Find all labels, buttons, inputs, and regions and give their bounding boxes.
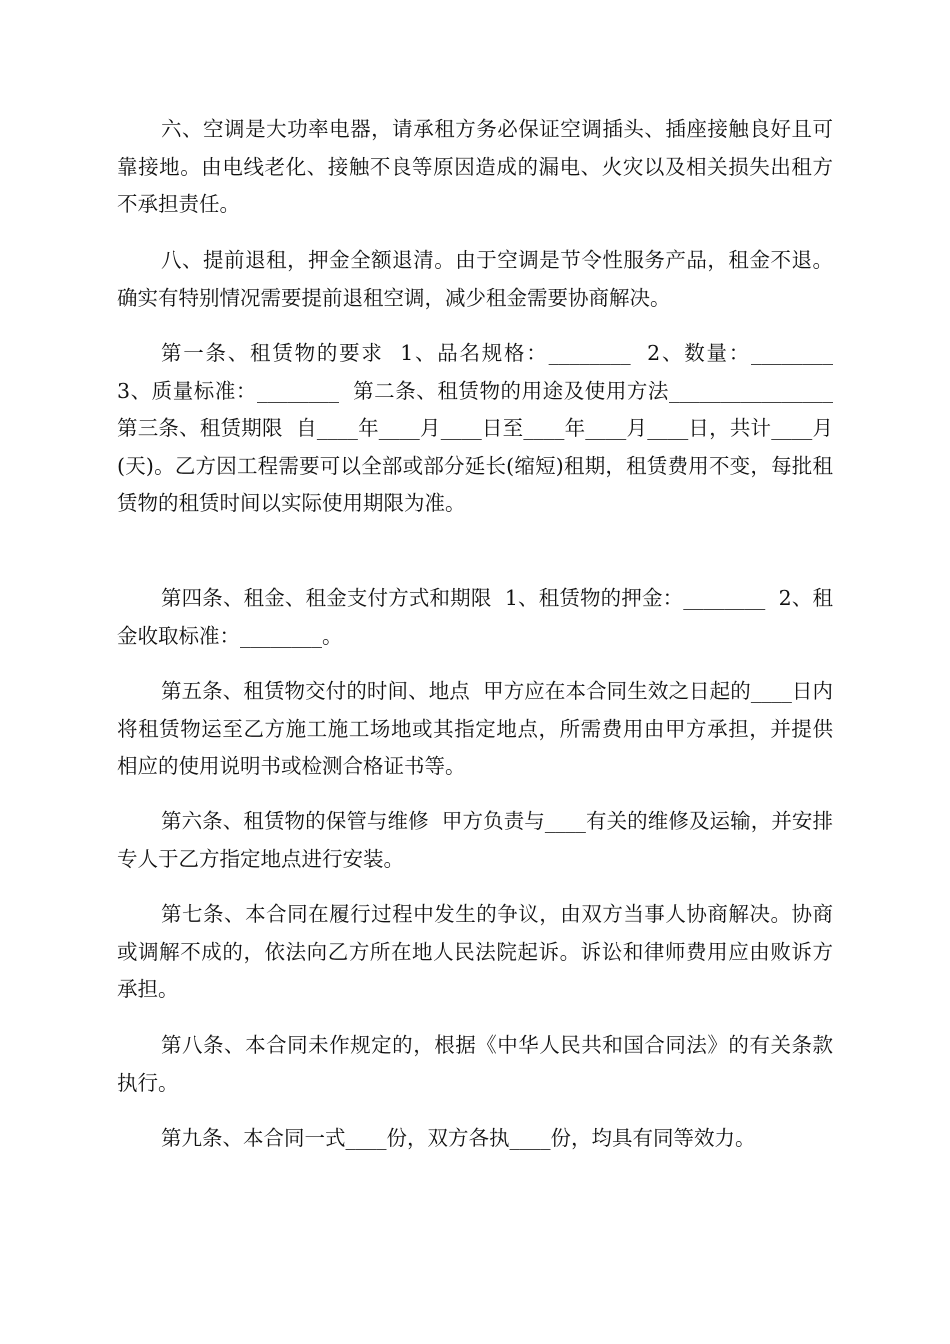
paragraph-article-9-copies: 第九条、本合同一式____份，双方各执____份，均具有同等效力。 [161,1126,756,1150]
paragraph-article-4-rent-payment: 第四条、租金、租金支付方式和期限 1、租赁物的押金：________ 2、租金收取标准：________。 [117,586,833,648]
paragraph-article-8-unspecified-matters: 第八条、本合同未作规定的，根据《中华人民共和国合同法》的有关条款执行。 [117,1033,833,1095]
paragraph-article-5-delivery: 第五条、租赁物交付的时间、地点 甲方应在本合同生效之日起的____日内将租赁物运至乙方施工施工场地或其指定地点，所需费用由甲方承担，并提供相应的使用说明书或检测合格证书等。 [117,679,833,778]
paragraph-article-6-maintenance: 第六条、租赁物的保管与维修 甲方负责与____有关的维修及运输，并安排专人于乙方指定地点进行安装。 [117,809,833,871]
paragraph-clause-6-air-conditioner-safety: 六、空调是大功率电器，请承租方务必保证空调插头、插座接触良好且可靠接地。由电线老化、接触不良等原因造成的漏电、火灾以及相关损失出租方不承担责任。 [117,117,833,216]
paragraph-article-7-disputes: 第七条、本合同在履行过程中发生的争议，由双方当事人协商解决。协商或调解不成的，依法向乙方所在地人民法院起诉。诉讼和律师费用应由败诉方承担。 [117,902,833,1001]
paragraph-clause-8-early-termination: 八、提前退租，押金全额退清。由于空调是节令性服务产品，租金不退。确实有特别情况需要提前退租空调，减少租金需要协商解决。 [117,248,833,310]
paragraph-articles-1-3-requirements-and-term: 第一条、租赁物的要求 1、品名规格：________ 2、数量：________ 3、质量标准：________ 第二条、租赁物的用途及使用方法________________ 第三条、租赁期限 自____年____月____日至____年____月____日，共计____月(天)。乙方因工程需要可以全部或部分延长(缩短)租期，租赁费用不变，每批租赁物的租赁时间以实际使用期限为准。 [117,341,847,515]
